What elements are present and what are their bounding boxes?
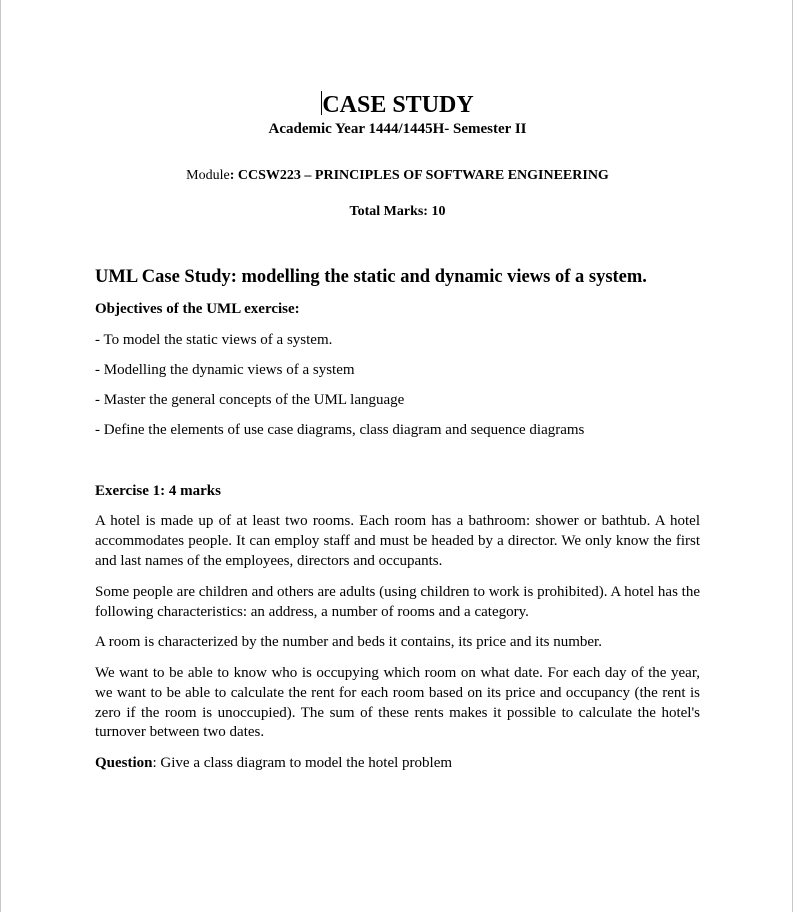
exercise-paragraph: A room is characterized by the number and beds it contains, its price and its number.	[95, 634, 602, 650]
question-label: Question	[95, 755, 153, 771]
objective-item: - Master the general concepts of the UML language	[95, 392, 405, 408]
section-heading: UML Case Study: modelling the static and dynamic views of a system.	[95, 267, 647, 287]
question-line	[95, 753, 452, 773]
exercise-paragraph: Some people are children and others are adults (using children to work is prohibited). A hotel has the following characteristics: an address, a number of rooms and a category.	[95, 584, 700, 620]
document-title: CASE STUDY	[322, 92, 474, 118]
question-text: : Give a class diagram to model the hotel problem	[152, 755, 453, 771]
objective-item: - Modelling the dynamic views of a system	[95, 362, 355, 378]
module-value: : CCSW223 – PRINCIPLES OF SOFTWARE ENGINEERING	[229, 168, 609, 183]
total-marks: Total Marks: 10	[349, 204, 446, 219]
document-title-line	[95, 90, 700, 120]
exercise-paragraph: A hotel is made up of at least two rooms. Each room has a bathroom: shower or bathtub. A hotel accommodates people. It can employ staff and must be headed by a director. We only know the first and last names of the employees, directors and occupants.	[95, 513, 700, 569]
module-label: Module	[186, 168, 230, 183]
objectives-title: Objectives of the UML exercise:	[95, 301, 300, 317]
exercise-title: Exercise 1: 4 marks	[95, 483, 221, 499]
objective-item: - To model the static views of a system.	[95, 332, 333, 348]
module-line	[95, 167, 700, 185]
objective-item: - Define the elements of use case diagrams, class diagram and sequence diagrams	[95, 422, 585, 438]
academic-year: Academic Year 1444/1445H- Semester II	[268, 121, 527, 137]
exercise-paragraph: We want to be able to know who is occupying which room on what date. For each day of the year, we want to be able to calculate the rent for each room based on its price and occupancy (the rent is zero if the room is unoccupied). The sum of these rents makes it possible to calculate the hotel's turnover between two dates.	[95, 665, 700, 741]
